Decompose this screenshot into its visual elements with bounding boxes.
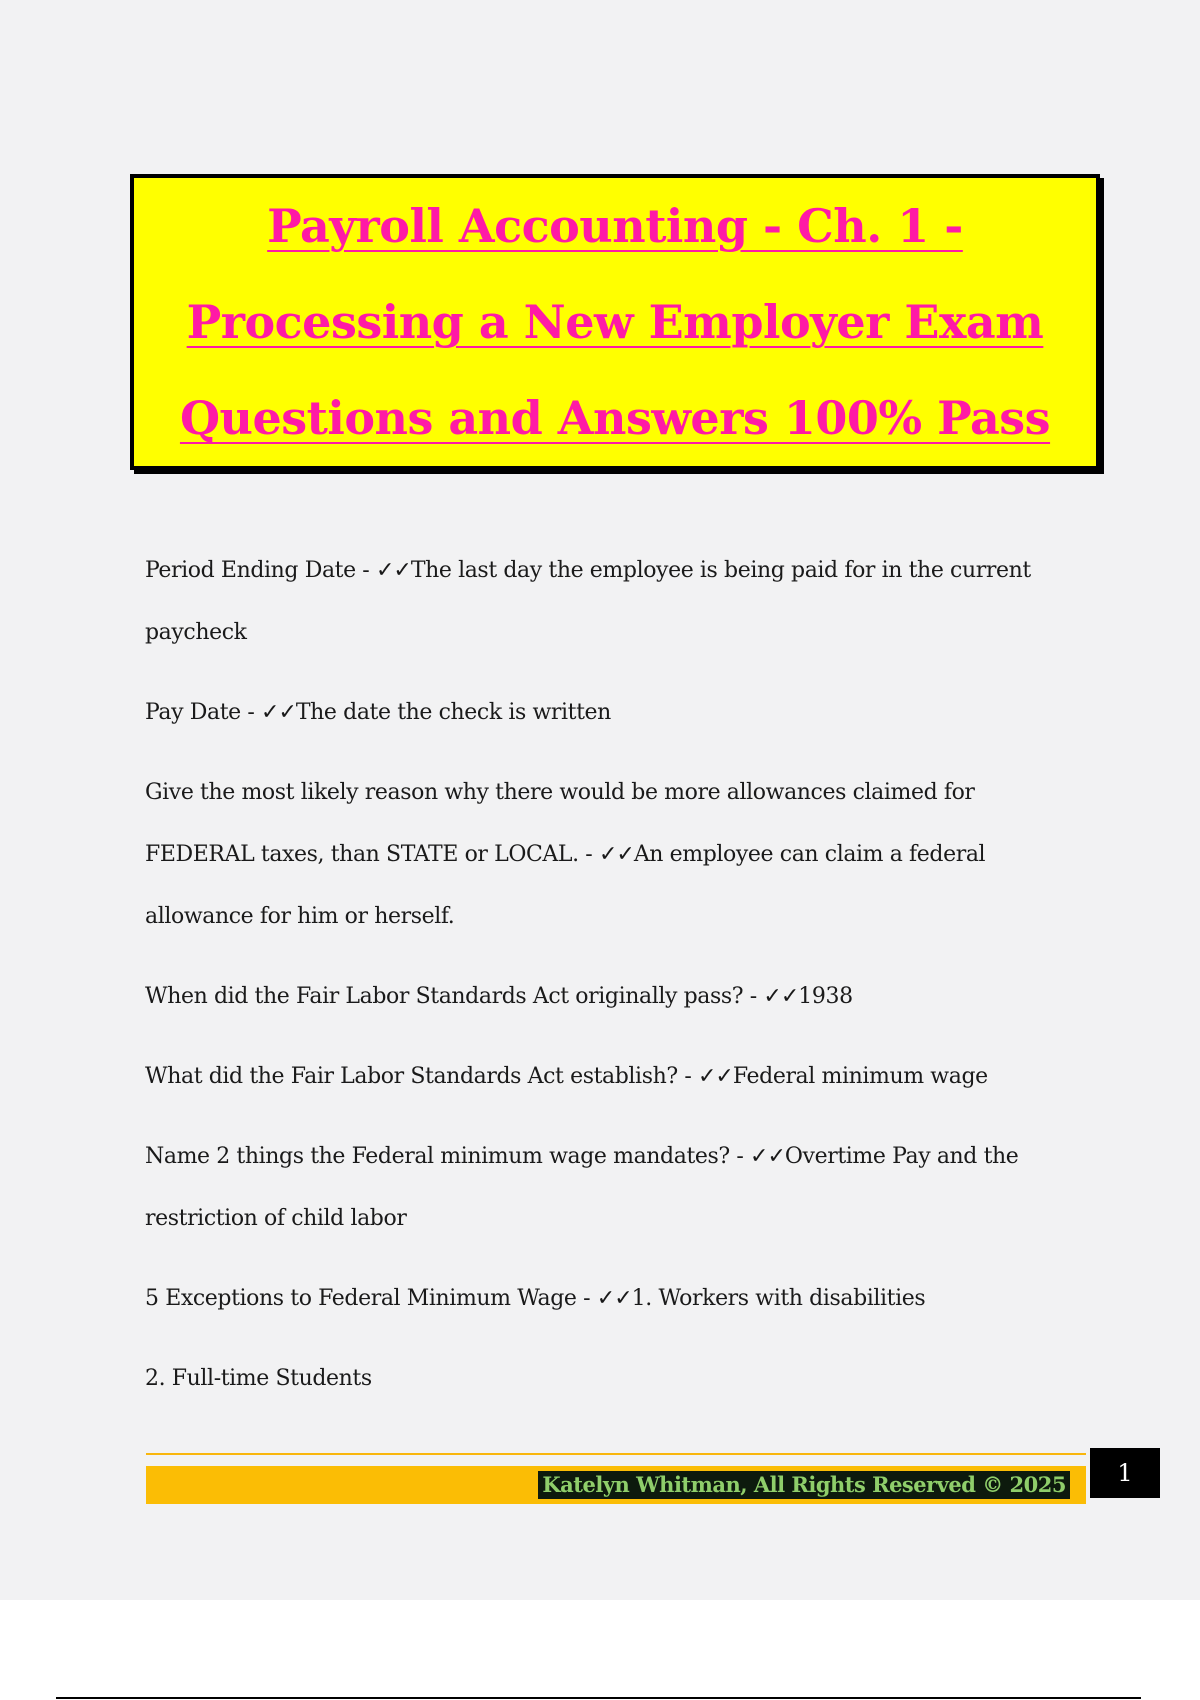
question: Period Ending Date bbox=[145, 558, 356, 583]
checkmark-icon: ✓✓ bbox=[598, 842, 634, 867]
separator: - bbox=[355, 558, 376, 583]
qa-item bbox=[145, 1126, 1075, 1250]
question: Pay Date bbox=[145, 700, 241, 725]
checkmark-icon: ✓✓ bbox=[596, 1286, 632, 1311]
answer: 1. Workers with disabilities bbox=[631, 1286, 926, 1311]
answer: Federal minimum wage bbox=[732, 1064, 988, 1089]
answer: Overtime Pay and the restriction of child labor bbox=[145, 1144, 1019, 1231]
separator: - bbox=[578, 842, 599, 867]
separator: - bbox=[677, 1064, 698, 1089]
separator: - bbox=[240, 700, 262, 725]
qa-item bbox=[145, 1268, 1075, 1330]
question: Name 2 things the Federal minimum wage mandates? bbox=[145, 1144, 730, 1169]
separator: - bbox=[743, 984, 764, 1009]
answer: The last day the employee is being paid for in the current paycheck bbox=[145, 558, 1031, 645]
separator: - bbox=[729, 1144, 751, 1169]
question: When did the Fair Labor Standards Act originally pass? bbox=[145, 984, 744, 1009]
answer: An employee can claim a federal allowance for him or herself. bbox=[145, 842, 986, 929]
qa-item bbox=[145, 966, 1075, 1028]
document-title: Payroll Accounting - Ch. 1 - Processing a New Employer Exam Questions and Answers 100% Pass bbox=[179, 199, 1051, 445]
separator: - bbox=[576, 1286, 597, 1311]
answer-continuation: 2. Full-time Students bbox=[145, 1366, 372, 1391]
qa-item bbox=[145, 540, 1075, 664]
qa-item bbox=[145, 762, 1075, 948]
qa-item bbox=[145, 1046, 1075, 1108]
page-number: 1 bbox=[1090, 1448, 1160, 1498]
title-box bbox=[130, 174, 1100, 470]
checkmark-icon: ✓✓ bbox=[750, 1144, 785, 1169]
question: Give the most likely reason why there would be more allowances claimed for FEDERAL taxes, than STATE or LOCAL. bbox=[145, 780, 975, 867]
page-divider bbox=[56, 1697, 1141, 1699]
checkmark-icon: ✓✓ bbox=[763, 984, 799, 1009]
question: What did the Fair Labor Standards Act establish? bbox=[145, 1064, 678, 1089]
checkmark-icon: ✓✓ bbox=[261, 700, 296, 725]
question: 5 Exceptions to Federal Minimum Wage bbox=[145, 1286, 577, 1311]
answer: 1938 bbox=[798, 984, 853, 1009]
qa-list bbox=[145, 540, 1075, 1428]
checkmark-icon: ✓✓ bbox=[697, 1064, 733, 1089]
footer-rule bbox=[146, 1453, 1086, 1455]
qa-item bbox=[145, 682, 1075, 744]
checkmark-icon: ✓✓ bbox=[375, 558, 411, 583]
copyright-notice: Katelyn Whitman, All Rights Reserved © 2025 bbox=[538, 1471, 1070, 1499]
answer: The date the check is written bbox=[295, 700, 611, 725]
footer-bar bbox=[146, 1466, 1086, 1504]
